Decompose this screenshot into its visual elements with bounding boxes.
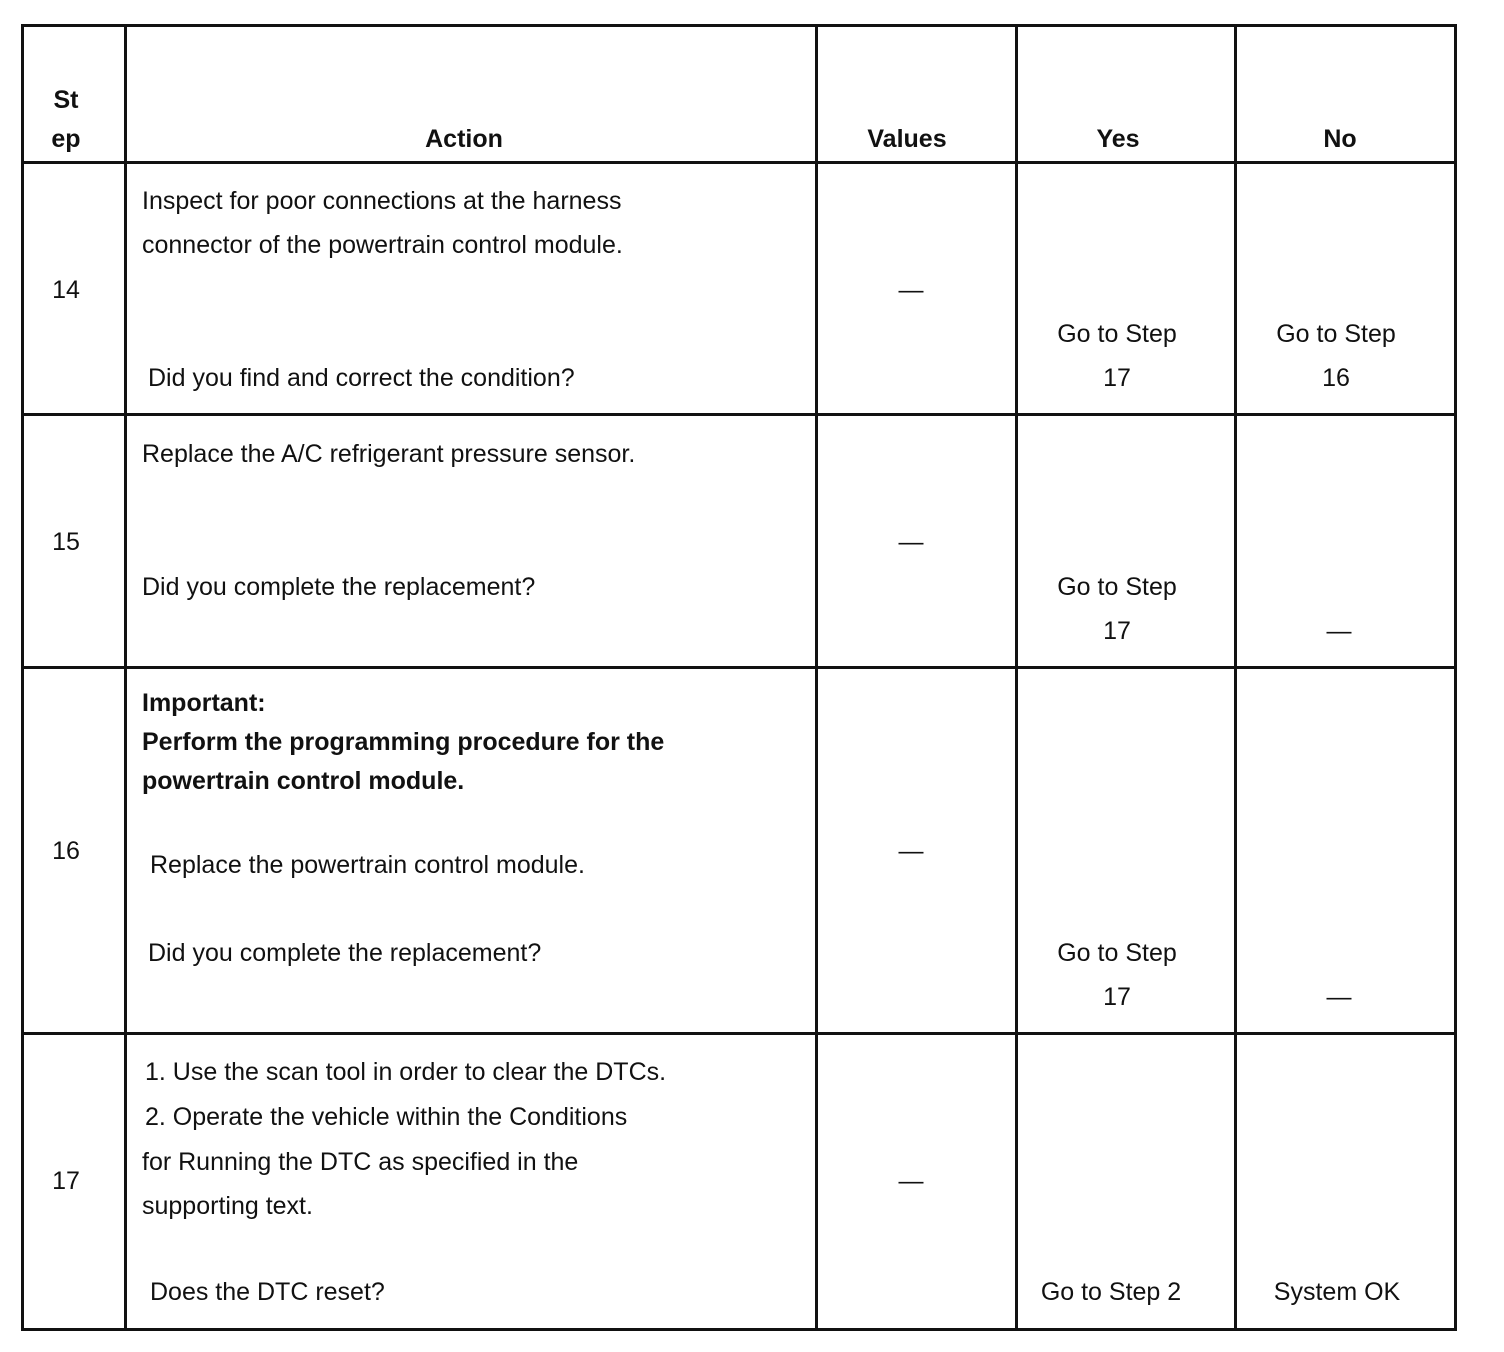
action-text: Replace the A/C refrigerant pressure sensor. (142, 440, 636, 468)
grid-line (815, 24, 818, 1331)
header-yes: Yes (1096, 125, 1140, 153)
yes-cell: 17 (1103, 364, 1131, 392)
action-text: connector of the powertrain control module. (142, 231, 623, 259)
value-cell: — (898, 1167, 924, 1195)
step-number: 17 (52, 1167, 80, 1195)
grid-line (124, 24, 127, 1331)
action-text: 1. Use the scan tool in order to clear the DTCs. (145, 1058, 667, 1086)
grid-line (21, 666, 1457, 669)
yes-cell: 17 (1103, 617, 1131, 645)
action-text: supporting text. (142, 1192, 313, 1220)
no-cell: — (1326, 983, 1352, 1011)
step-number: 15 (52, 528, 80, 556)
important-note: Important: (142, 689, 266, 717)
header-values: Values (867, 125, 947, 153)
grid-line (1454, 24, 1457, 1331)
grid-line (1234, 24, 1237, 1331)
grid-line (21, 24, 1457, 27)
action-text: Inspect for poor connections at the harness (142, 187, 622, 215)
no-cell: 16 (1322, 364, 1350, 392)
value-cell: — (898, 276, 924, 304)
no-cell: Go to Step (1276, 320, 1396, 348)
yes-cell: Go to Step 2 (1040, 1278, 1182, 1306)
action-text: Replace the powertrain control module. (150, 851, 585, 879)
action-question: Did you complete the replacement? (148, 939, 542, 967)
grid-line (21, 413, 1457, 416)
grid-line (21, 24, 24, 1331)
value-cell: — (898, 528, 924, 556)
grid-line (21, 161, 1457, 164)
yes-cell: 17 (1103, 983, 1131, 1011)
no-cell: — (1326, 617, 1352, 645)
step-number: 14 (52, 276, 80, 304)
header-step: St (53, 86, 79, 114)
value-cell: — (898, 837, 924, 865)
header-action: Action (425, 125, 503, 153)
important-note: Perform the programming procedure for the (142, 728, 665, 756)
action-question: Does the DTC reset? (150, 1278, 385, 1306)
yes-cell: Go to Step (1057, 939, 1177, 967)
step-number: 16 (52, 837, 80, 865)
grid-line (21, 1328, 1457, 1331)
yes-cell: Go to Step (1057, 573, 1177, 601)
action-question: Did you complete the replacement? (142, 573, 536, 601)
grid-line (21, 1032, 1457, 1035)
no-cell: System OK (1273, 1278, 1401, 1306)
grid-line (1015, 24, 1018, 1331)
action-text: 2. Operate the vehicle within the Conditions (145, 1103, 628, 1131)
header-step: ep (51, 125, 81, 153)
important-note: powertrain control module. (142, 767, 465, 795)
action-text: for Running the DTC as specified in the (142, 1148, 579, 1176)
action-question: Did you find and correct the condition? (148, 364, 575, 392)
yes-cell: Go to Step (1057, 320, 1177, 348)
header-no: No (1323, 125, 1357, 153)
